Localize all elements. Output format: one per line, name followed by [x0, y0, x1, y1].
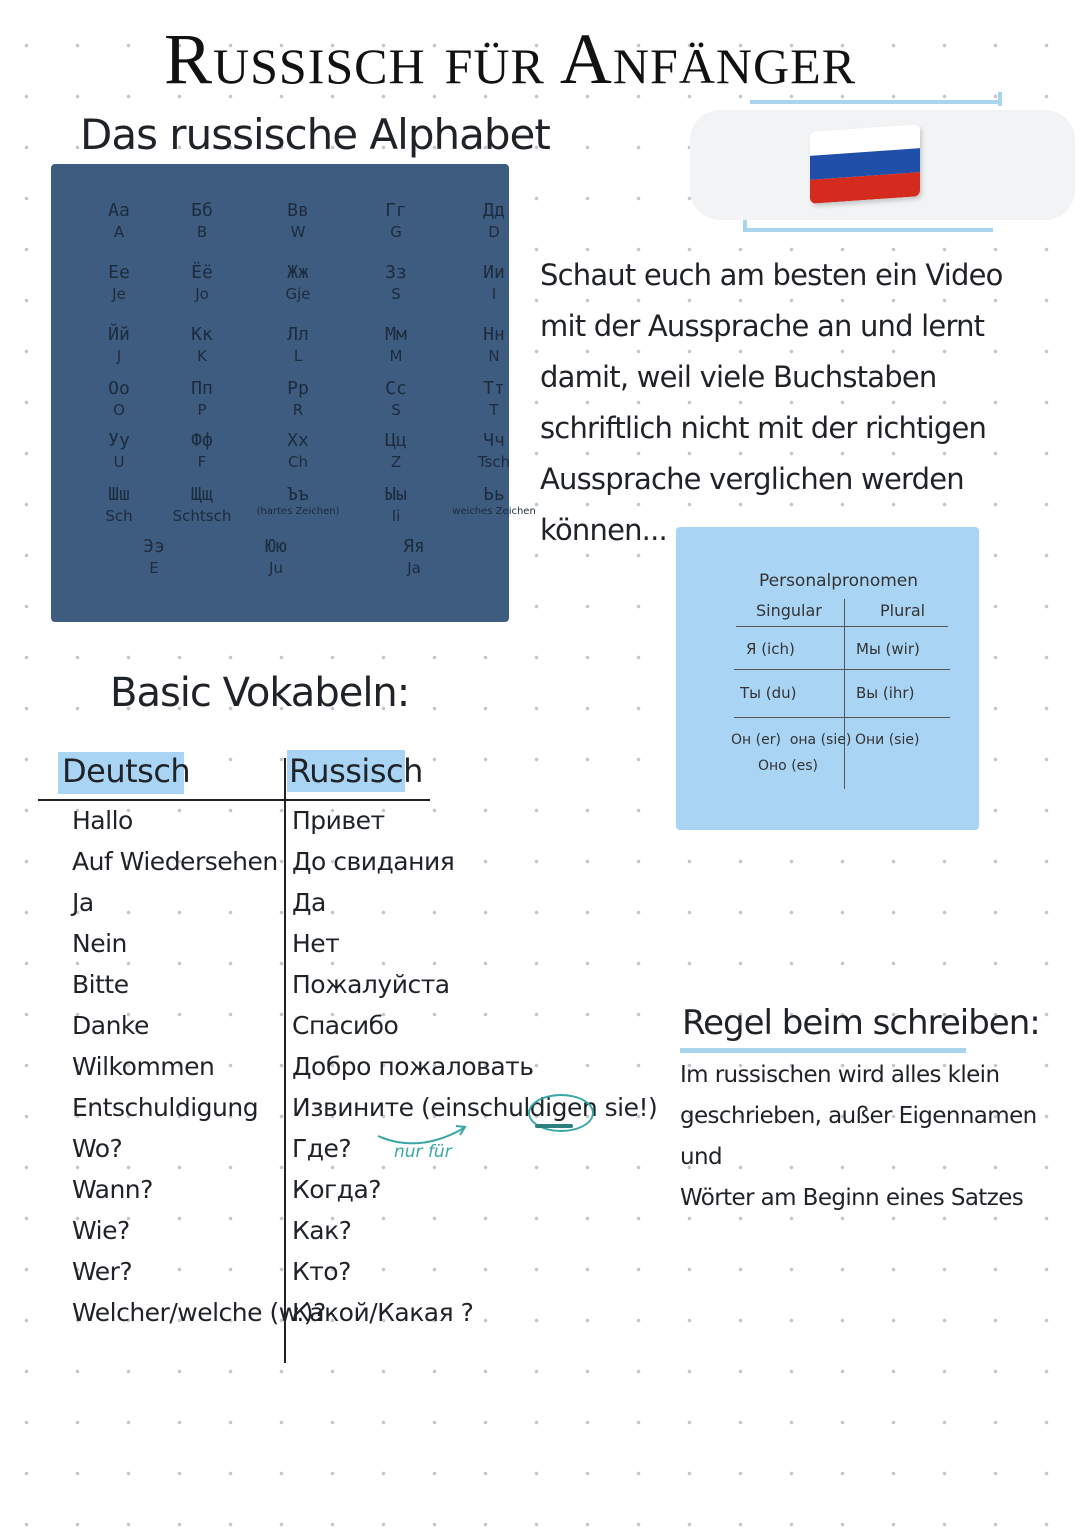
alphabet-letter: [253, 200, 343, 241]
vocab-russian: Как?: [292, 1216, 352, 1245]
letter-cyrillic: Ии: [483, 262, 505, 283]
letter-pronunciation: Jo: [195, 285, 209, 303]
pronouns-singular-header: Singular: [756, 601, 822, 620]
letter-cyrillic: Пп: [191, 378, 213, 399]
vocab-heading: Basic Vokabeln:: [110, 670, 410, 716]
vocab-russian: Какой/Какая ?: [292, 1298, 474, 1327]
letter-cyrillic: Кк: [191, 324, 213, 345]
rule-heading-underline: [680, 1048, 966, 1053]
letter-cyrillic: Щщ: [191, 484, 213, 505]
alphabet-letter: [231, 536, 321, 577]
letter-cyrillic: Ëë: [191, 262, 213, 283]
alphabet-letter: [351, 324, 441, 365]
letter-pronunciation: G: [390, 223, 402, 241]
vocab-russian: Пожалуйста: [292, 970, 450, 999]
vocab-header-rule: [38, 799, 430, 801]
vocab-german: Nein: [72, 929, 127, 958]
letter-pronunciation: U: [113, 453, 125, 471]
pronoun-singular-3b: Оно (es): [758, 758, 819, 774]
alphabet-letter: [449, 262, 539, 303]
vocab-german: Wo?: [72, 1134, 123, 1163]
letter-cyrillic: Лл: [287, 324, 309, 345]
alphabet-letter: [74, 430, 164, 471]
letter-pronunciation: T: [489, 401, 499, 419]
column-header-russisch: Russisch: [289, 752, 423, 790]
frame-line-corner-left: [743, 220, 747, 232]
letter-pronunciation: E: [149, 559, 159, 577]
vocab-german: Auf Wiedersehen: [72, 847, 278, 876]
letter-cyrillic: Гг: [385, 200, 407, 221]
vocab-russian: Да: [292, 888, 326, 917]
pronoun-singular-3: Он (er) она (sie): [731, 732, 852, 748]
vocab-russian: Нет: [292, 929, 340, 958]
letter-pronunciation: Schtsch: [172, 507, 232, 525]
letter-pronunciation: Ii: [391, 507, 401, 525]
alphabet-letter: [351, 484, 441, 525]
letter-pronunciation: A: [113, 223, 125, 241]
column-header-deutsch: Deutsch: [62, 752, 191, 790]
letter-pronunciation: weiches Zeichen: [452, 506, 536, 517]
alphabet-letter: [253, 378, 343, 419]
letter-cyrillic: Мм: [385, 324, 407, 345]
letter-cyrillic: Аа: [108, 200, 130, 221]
pronunciation-note: Schaut euch am besten ein Video mit der Aussprache an und lernt damit, weil viele Buchstaben schriftlich nicht mit der richtigen Aussprache verglichen werden können...: [540, 258, 1003, 547]
letter-pronunciation: J: [116, 347, 122, 365]
alphabet-letter: [351, 200, 441, 241]
alphabet-letter: [449, 484, 539, 517]
alphabet-letter: [449, 200, 539, 241]
vocab-german: Wann?: [72, 1175, 153, 1204]
letter-cyrillic: Йй: [108, 324, 130, 345]
vocab-russian: Добро пожаловать: [292, 1052, 534, 1081]
letter-pronunciation: K: [197, 347, 207, 365]
vocab-german: Ja: [72, 888, 94, 917]
vocab-russian: Где?: [292, 1134, 352, 1163]
letter-cyrillic: Яя: [403, 536, 425, 557]
letter-pronunciation: R: [292, 401, 304, 419]
letter-pronunciation: Ch: [288, 453, 308, 471]
pronouns-divider-2: [734, 669, 950, 670]
pronoun-plural-3: Они (sie): [855, 732, 920, 748]
letter-cyrillic: Нн: [483, 324, 505, 345]
vocab-russian: До свидания: [292, 847, 455, 876]
pronoun-singular-2: Ты (du): [740, 684, 797, 702]
alphabet-letter: [351, 378, 441, 419]
letter-cyrillic: Тт: [483, 378, 505, 399]
letter-cyrillic: Дд: [483, 200, 505, 221]
letter-cyrillic: Юю: [265, 536, 287, 557]
letter-cyrillic: Чч: [483, 430, 505, 451]
rule-text: [680, 1055, 1050, 1219]
pronoun-plural-1: Мы (wir): [856, 640, 920, 658]
letter-pronunciation: Tsch: [477, 453, 511, 471]
alphabet-letter: [253, 324, 343, 365]
letter-cyrillic: Бб: [191, 200, 213, 221]
letter-pronunciation: M: [389, 347, 403, 365]
frame-line-corner-right: [998, 92, 1002, 106]
letter-cyrillic: Ээ: [143, 536, 165, 557]
alphabet-letter: [157, 324, 247, 365]
letter-pronunciation: N: [488, 347, 500, 365]
alphabet-letter: [253, 484, 343, 517]
letter-cyrillic: Ъъ: [287, 484, 309, 505]
letter-pronunciation: Je: [112, 285, 126, 303]
letter-cyrillic: Хх: [287, 430, 309, 451]
alphabet-letter: [74, 484, 164, 525]
alphabet-letter: [157, 262, 247, 303]
letter-cyrillic: Вв: [287, 200, 309, 221]
pronouns-divider-vertical: [844, 599, 845, 789]
frame-line-top: [750, 100, 1002, 104]
letter-cyrillic: Жж: [287, 262, 309, 283]
alphabet-letter: [74, 200, 164, 241]
alphabet-letter: [109, 536, 199, 577]
vocab-german: Hallo: [72, 806, 133, 835]
alphabet-letter: [74, 378, 164, 419]
letter-cyrillic: Сс: [385, 378, 407, 399]
alphabet-letter: [253, 430, 343, 471]
letter-pronunciation: Ju: [269, 559, 283, 577]
vocab-column-rule: [284, 758, 286, 1363]
letter-cyrillic: Зз: [385, 262, 407, 283]
letter-cyrillic: Рр: [287, 378, 309, 399]
letter-pronunciation: O: [113, 401, 125, 419]
letter-pronunciation: Sch: [105, 507, 133, 525]
letter-pronunciation: B: [196, 223, 208, 241]
letter-pronunciation: L: [293, 347, 303, 365]
letter-cyrillic: Ьь: [483, 484, 505, 505]
pronouns-divider-1: [736, 626, 948, 627]
letter-pronunciation: F: [197, 453, 207, 471]
alphabet-letter: [157, 378, 247, 419]
vocab-russian: Привет: [292, 806, 385, 835]
letter-cyrillic: Ыы: [385, 484, 407, 505]
letter-cyrillic: Фф: [191, 430, 213, 451]
rule-heading: Regel beim schreiben:: [682, 1003, 1040, 1043]
russian-flag-icon: [810, 124, 920, 204]
alphabet-letter: [157, 430, 247, 471]
vocab-german: Entschuldigung: [72, 1093, 259, 1122]
alphabet-heading: Das russische Alphabet: [80, 110, 550, 159]
vocab-russian: Спасибо: [292, 1011, 399, 1040]
letter-pronunciation: I: [491, 285, 497, 303]
rule-line: Im russischen wird alles klein: [680, 1062, 1000, 1088]
pronouns-divider-3: [734, 717, 950, 718]
letter-pronunciation: Gje: [285, 285, 311, 303]
vocab-russian: Кто?: [292, 1257, 351, 1286]
alphabet-letter: [74, 324, 164, 365]
letter-pronunciation: D: [488, 223, 500, 241]
letter-pronunciation: S: [391, 401, 401, 419]
rule-line: Wörter am Beginn eines Satzes: [680, 1185, 1024, 1211]
rule-line: geschrieben, außer Eigennamen und: [680, 1103, 1037, 1170]
letter-pronunciation: W: [290, 223, 306, 241]
alphabet-letter: [157, 484, 247, 525]
alphabet-letter: [74, 262, 164, 303]
alphabet-letter: [449, 430, 539, 471]
alphabet-letter: [449, 378, 539, 419]
alphabet-box: [51, 164, 536, 622]
pronoun-plural-2: Вы (ihr): [856, 684, 915, 702]
alphabet-letter: [351, 262, 441, 303]
letter-cyrillic: Уу: [108, 430, 130, 451]
vocab-german: Wer?: [72, 1257, 133, 1286]
letter-pronunciation: Ja: [407, 559, 421, 577]
pronoun-singular-1: Я (ich): [746, 640, 795, 658]
pronouns-title: Personalpronomen: [758, 571, 919, 591]
alphabet-letter: [369, 536, 459, 577]
letter-pronunciation: (hartes Zeichen): [256, 506, 340, 517]
annotation-text: nur für: [394, 1142, 452, 1162]
vocab-german: Wilkommen: [72, 1052, 215, 1081]
vocab-german: Wie?: [72, 1216, 130, 1245]
vocab-german: Welcher/welche (w.)?: [72, 1298, 326, 1327]
alphabet-letter: [253, 262, 343, 303]
alphabet-letter: [157, 200, 247, 241]
frame-line-bottom: [743, 228, 993, 232]
alphabet-letter: [449, 324, 539, 365]
letter-pronunciation: Z: [390, 453, 402, 471]
vocab-german: Danke: [72, 1011, 149, 1040]
letter-cyrillic: Оо: [108, 378, 130, 399]
alphabet-letter: [351, 430, 441, 471]
letter-cyrillic: Шш: [108, 484, 130, 505]
pronouns-plural-header: Plural: [880, 601, 926, 620]
letter-pronunciation: P: [197, 401, 207, 419]
vocab-russian: Когда?: [292, 1175, 382, 1204]
vocab-russian: Извините (einschuldigen sie!): [292, 1093, 658, 1122]
page-title: Russisch für Anfänger: [163, 19, 857, 99]
letter-pronunciation: S: [391, 285, 401, 303]
vocab-german: Bitte: [72, 970, 129, 999]
pronouns-box: [676, 527, 979, 830]
letter-cyrillic: Цц: [385, 430, 407, 451]
annotation-underline: [535, 1124, 573, 1128]
letter-cyrillic: Ee: [108, 262, 130, 283]
